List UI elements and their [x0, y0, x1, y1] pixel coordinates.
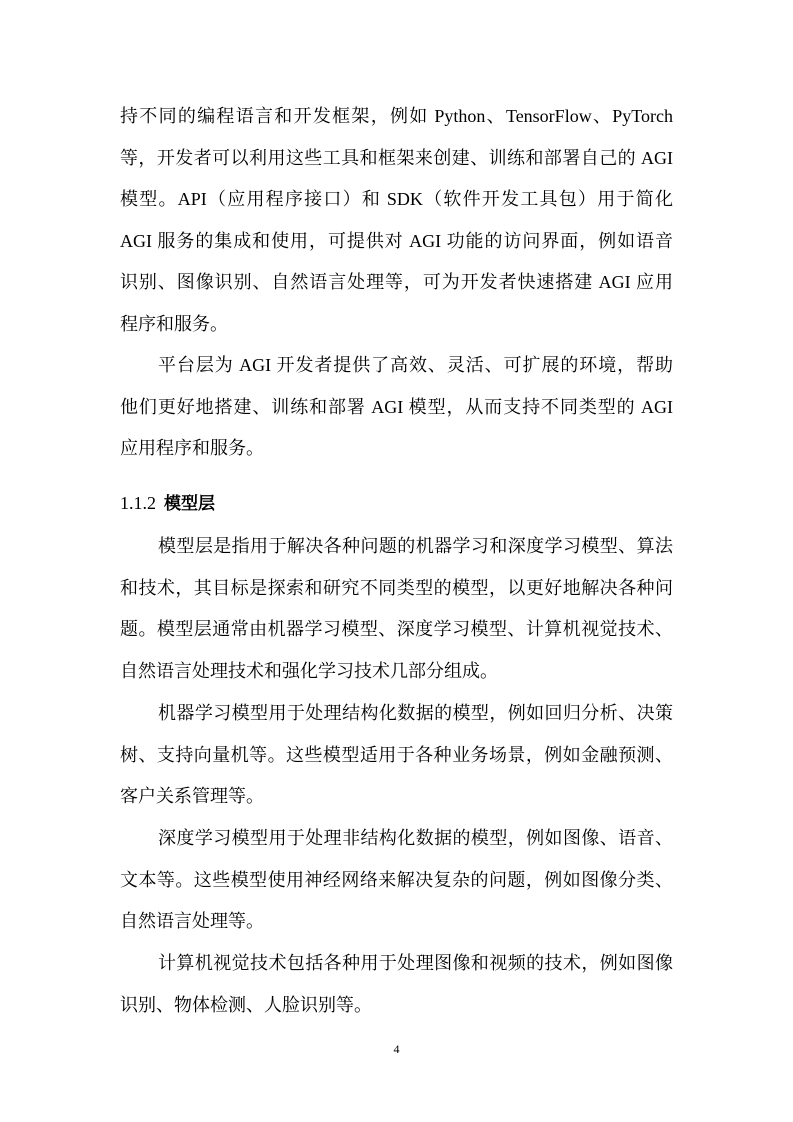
page-number: 4 [393, 1042, 400, 1056]
paragraph-machine-learning [120, 693, 673, 818]
text-line: 深度学习模型用于处理非结构化数据的模型，例如图像、语音、 [158, 828, 673, 848]
paragraph-model-layer-intro [120, 526, 673, 692]
text-line: 他们更好地搭建、训练和部署 AGI 模型，从而支持不同类型的 AGI [120, 396, 673, 417]
text-line: 模型。API（应用程序接口）和 SDK（软件开发工具包）用于简化 [120, 189, 673, 210]
text-line: 题。模型层通常由机器学习模型、深度学习模型、计算机视觉技术、 [120, 619, 673, 640]
paragraph-computer-vision [120, 943, 673, 1026]
text-line: 客户关系管理等。 [120, 786, 264, 807]
text-line: 等，开发者可以利用这些工具和框架来创建、训练和部署自己的 AGI [120, 147, 673, 168]
text-line: 自然语言处理技术和强化学习技术几部分组成。 [120, 660, 498, 681]
text-line: 持不同的编程语言和开发框架，例如 Python、TensorFlow、PyTorch [120, 106, 673, 126]
text-line: 文本等。这些模型使用神经网络来解决复杂的问题，例如图像分类、 [120, 869, 673, 890]
text-line: 机器学习模型用于处理结构化数据的模型，例如回归分析、决策 [158, 703, 673, 723]
paragraph-platform-tools [120, 96, 673, 346]
text-line: 计算机视觉技术包括各种用于处理图像和视频的技术，例如图像 [158, 953, 673, 973]
text-line: 自然语言处理等。 [120, 911, 264, 932]
text-line: 平台层为 AGI 开发者提供了高效、灵活、可扩展的环境，帮助 [158, 355, 673, 375]
section-heading [120, 490, 215, 517]
section-number: 1.1.2 [120, 493, 156, 513]
text-line: 识别、图像识别、自然语言处理等，可为开发者快速搭建 AGI 应用 [120, 272, 673, 293]
text-line: 识别、物体检测、人脸识别等。 [120, 994, 372, 1015]
paragraph-platform-summary [120, 345, 673, 470]
paragraph-deep-learning [120, 818, 673, 943]
text-line: 应用程序和服务。 [120, 438, 264, 459]
text-line: 树、支持向量机等。这些模型适用于各种业务场景，例如金融预测、 [120, 744, 673, 765]
text-line: 模型层是指用于解决各种问题的机器学习和深度学习模型、算法 [158, 536, 673, 556]
section-title: 模型层 [164, 494, 215, 514]
text-line: 和技术，其目标是探索和研究不同类型的模型，以更好地解决各种问 [120, 577, 673, 598]
text-line: AGI 服务的集成和使用，可提供对 AGI 功能的访问界面，例如语音 [120, 230, 673, 251]
text-line: 程序和服务。 [120, 313, 228, 334]
